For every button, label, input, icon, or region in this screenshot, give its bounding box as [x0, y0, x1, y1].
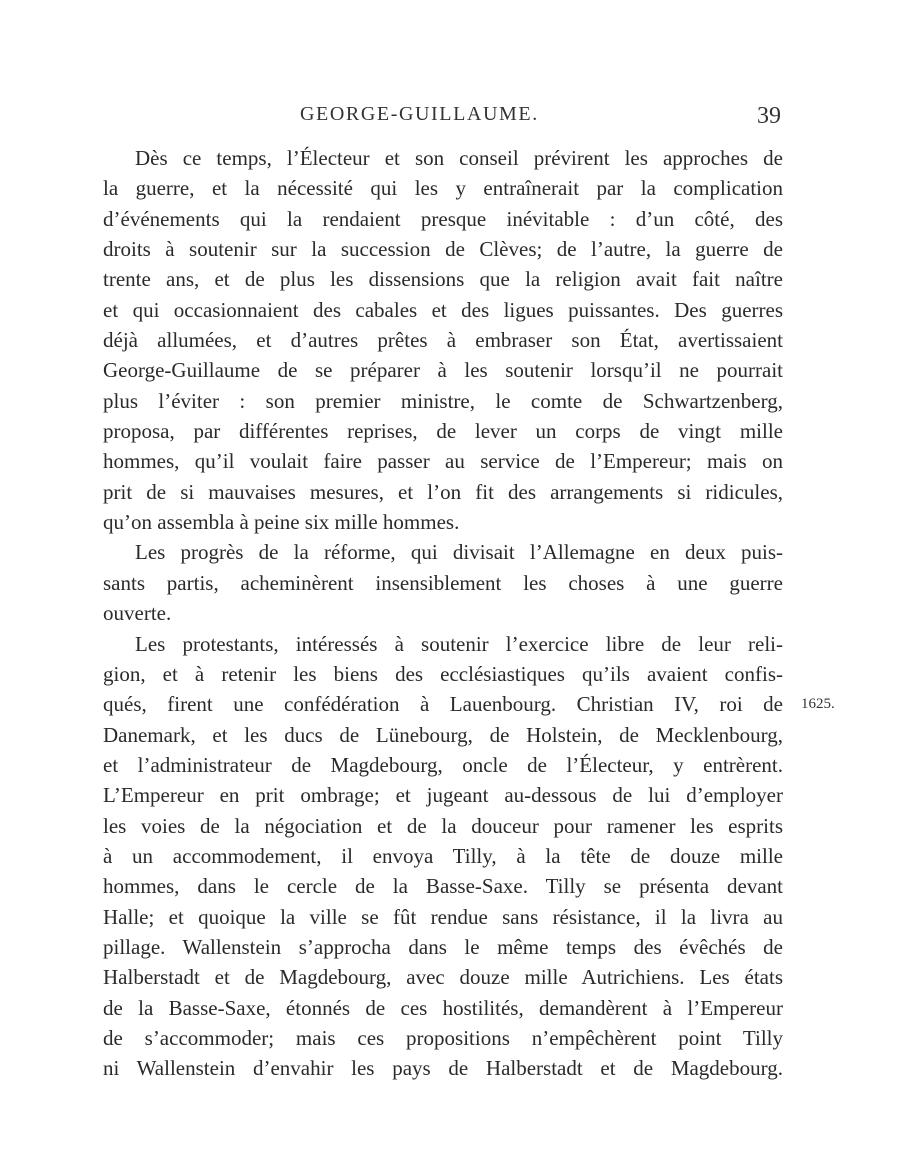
text-line: et qui occasionnaient des cabales et des ligues puissantes. Des guerres — [103, 297, 783, 322]
text-line: de s’accommoder; mais ces propositions n’empêchèrent point Tilly — [103, 1025, 783, 1050]
text-line: ni Wallenstein d’envahir les pays de Halberstadt et de Magdebourg. — [103, 1056, 783, 1081]
text-line: droits à soutenir sur la succession de Clèves; de l’autre, la guerre de — [103, 237, 783, 262]
text-line: Danemark, et les ducs de Lünebourg, de Holstein, de Mecklenbourg, — [103, 722, 783, 747]
text-line: Les progrès de la réforme, qui divisait l’Allemagne en deux puis- — [135, 540, 783, 565]
text-line: Dès ce temps, l’Électeur et son conseil prévirent les approches de — [135, 146, 783, 170]
page-number: 39 — [757, 103, 781, 129]
text-line: qu’on assembla à peine six mille hommes. — [103, 510, 460, 535]
text-line: Halberstadt et de Magdebourg, avec douze mille Autrichiens. Les états — [103, 965, 783, 990]
text-line: George-Guillaume de se préparer à les soutenir lorsqu’il ne pourrait — [103, 358, 783, 383]
text-line: hommes, qu’il voulait faire passer au service de l’Empereur; mais on — [103, 449, 783, 474]
text-line: pillage. Wallenstein s’approcha dans le même temps des évêchés de — [103, 934, 783, 959]
text-line: prit de si mauvaises mesures, et l’on fit des arrangements si ridicules, — [103, 479, 783, 504]
text-line: la guerre, et la nécessité qui les y entraînerait par la complication — [103, 176, 783, 201]
text-line: déjà allumées, et d’autres prêtes à embraser son État, avertissaient — [103, 328, 783, 353]
running-head — [0, 103, 900, 135]
text-line: d’événements qui la rendaient presque inévitable : d’un côté, des — [103, 206, 783, 231]
text-line: et l’administrateur de Magdebourg, oncle de l’Électeur, y entrèrent. — [103, 752, 783, 777]
text-line: trente ans, et de plus les dissensions que la religion avait fait naître — [103, 267, 783, 292]
text-line: gion, et à retenir les biens des ecclésiastiques qu’ils avaient confis- — [103, 661, 783, 686]
text-line: hommes, dans le cercle de la Basse-Saxe. Tilly se présenta devant — [103, 874, 783, 899]
text-line: Les protestants, intéressés à soutenir l’exercice libre de leur reli- — [135, 631, 783, 656]
text-line: L’Empereur en prit ombrage; et jugeant au-dessous de lui d’employer — [103, 783, 783, 808]
text-line: à un accommodement, il envoya Tilly, à la tête de douze mille — [103, 843, 783, 868]
text-line: plus l’éviter : son premier ministre, le comte de Schwartzenberg, — [103, 388, 783, 413]
body-text — [103, 143, 783, 1084]
margin-note-year: 1625. — [801, 696, 835, 712]
text-line: proposa, par différentes reprises, de lever un corps de vingt mille — [103, 419, 783, 444]
text-line: ouverte. — [103, 601, 172, 626]
text-line: Halle; et quoique la ville se fût rendue sans résistance, il la livra au — [103, 904, 783, 929]
text-line: de la Basse-Saxe, étonnés de ces hostilités, demandèrent à l’Empereur — [103, 995, 783, 1020]
text-line: qués, firent une confédération à Lauenbourg. Christian IV, roi de — [103, 692, 783, 717]
text-line: les voies de la négociation et de la douceur pour ramener les esprits — [103, 813, 783, 838]
running-title: GEORGE-GUILLAUME. — [300, 103, 539, 125]
text-line: sants partis, acheminèrent insensiblement les choses à une guerre — [103, 570, 783, 595]
